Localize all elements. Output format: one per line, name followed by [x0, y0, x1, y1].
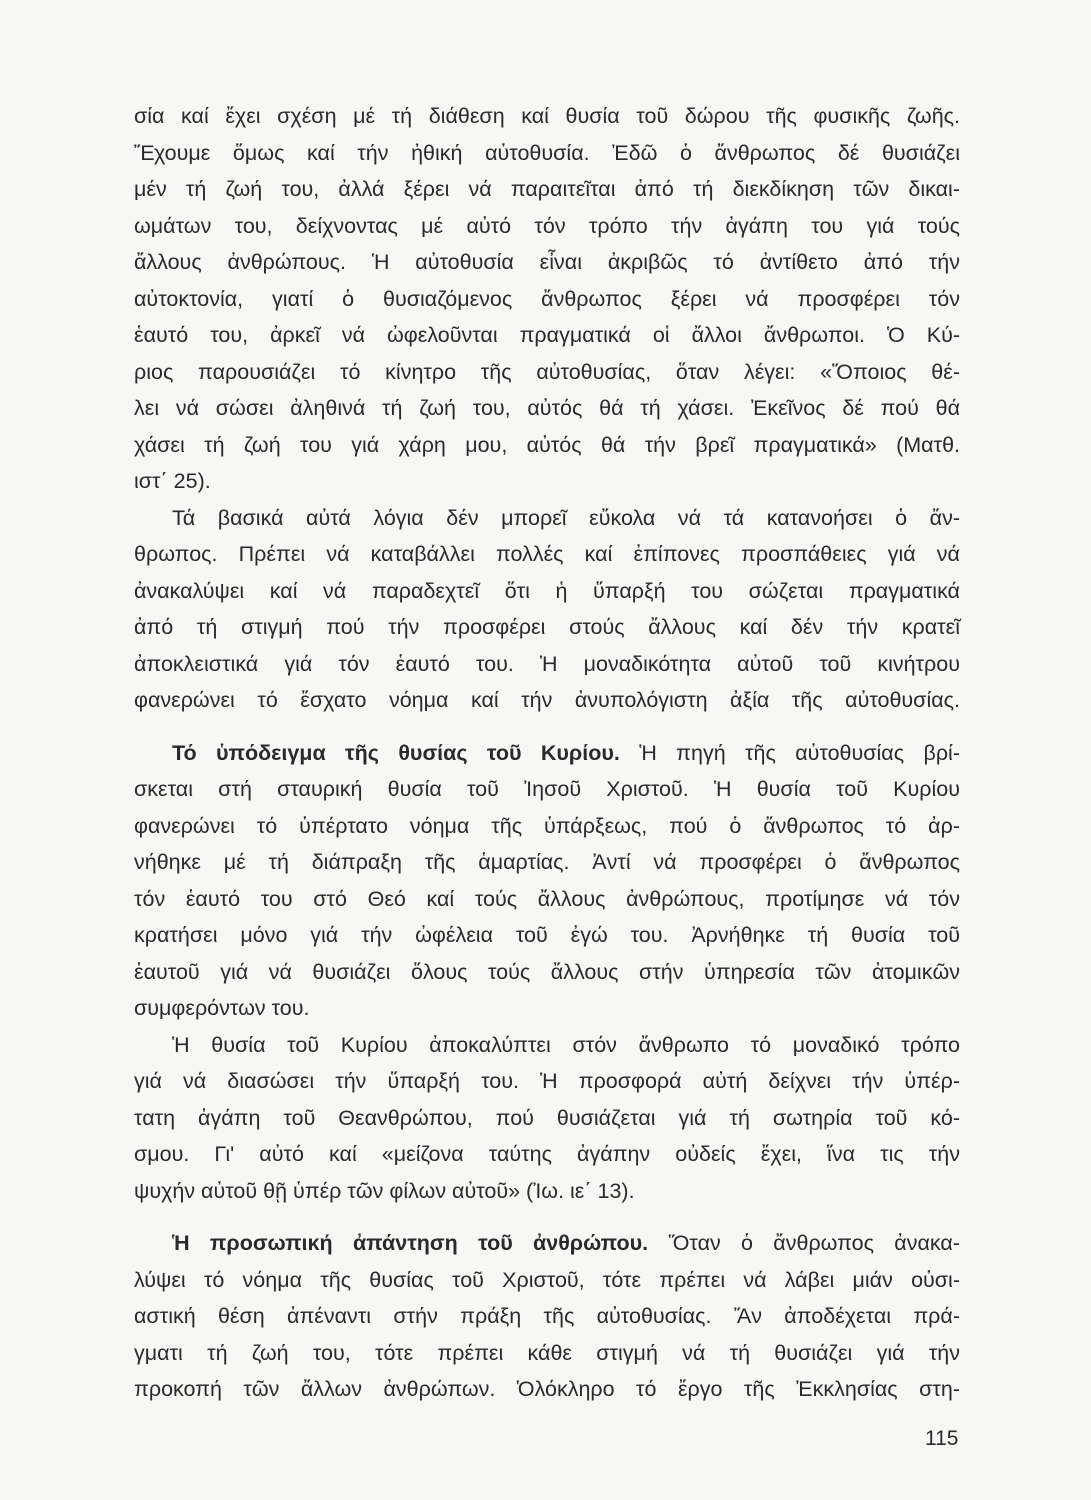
- text-line: θρωπος. Πρέπει νά καταβάλλει πολλές καί ἐπίπονες προσπάθειες γιά νά: [134, 542, 960, 566]
- text-line: τόν ἑαυτό του στό Θεό καί τούς ἄλλους ἀνθρώπους, προτίμησε νά τόν: [134, 887, 960, 911]
- text-line: γιά νά διασώσει τήν ὕπαρξή του. Ἡ προσφορά αὐτή δείχνει τήν ὑπέρ-: [134, 1069, 960, 1093]
- text-line: ιστ΄ 25).: [134, 469, 211, 493]
- text-line: ἑαυτοῦ γιά νά θυσιάζει ὅλους τούς ἄλλους στήν ὑπηρεσία τῶν ἀτομικῶν: [134, 960, 960, 984]
- text-line: Ἔχουμε ὅμως καί τήν ἠθική αὐτοθυσία. Ἐδῶ ὁ ἄνθρωπος δέ θυσιάζει: [134, 141, 960, 165]
- text-line: αὐτοκτονία, γιατί ὁ θυσιαζόμενος ἄνθρωπος ξέρει νά προσφέρει τόν: [134, 287, 960, 311]
- text-line: σία καί ἔχει σχέση μέ τή διάθεση καί θυσία τοῦ δώρου τῆς φυσικῆς ζωῆς.: [134, 104, 960, 128]
- text-line: σμου. Γι' αὐτό καί «μείζονα ταύτης ἀγάπην οὐδείς ἔχει, ἵνα τις τήν: [134, 1142, 960, 1166]
- text-line: γματι τή ζωή του, τότε πρέπει κάθε στιγμή νά τή θυσιάζει γιά τήν: [134, 1341, 960, 1365]
- section-heading-line: [172, 1227, 960, 1259]
- text-line: συμφερόντων του.: [134, 996, 310, 1020]
- text-line: φανερώνει τό ἔσχατο νόημα καί τήν ἀνυπολόγιστη ἀξία τῆς αὐτοθυσίας.: [134, 688, 960, 712]
- text-line: αστική θέση ἀπέναντι στήν πράξη τῆς αὐτοθυσίας. Ἄν ἀποδέχεται πρά-: [134, 1304, 960, 1328]
- text-line: ἑαυτό του, ἀρκεῖ νά ὠφελοῦνται πραγματικά οἱ ἄλλοι ἄνθρωποι. Ὁ Κύ-: [134, 323, 960, 347]
- text-line: ἀποκλειστικά γιά τόν ἑαυτό του. Ἡ μοναδικότητα αὐτοῦ τοῦ κινήτρου: [134, 652, 960, 676]
- text-line: σκεται στή σταυρική θυσία τοῦ Ἰησοῦ Χριστοῦ. Ἡ θυσία τοῦ Κυρίου: [134, 777, 960, 801]
- text-line: Ἡ θυσία τοῦ Κυρίου ἀποκαλύπτει στόν ἄνθρωπο τό μοναδικό τρόπο: [172, 1033, 960, 1057]
- text-line: λύψει τό νόημα τῆς θυσίας τοῦ Χριστοῦ, τότε πρέπει νά λάβει μιάν οὐσι-: [134, 1268, 960, 1292]
- text-line: φανερώνει τό ὑπέρτατο νόημα τῆς ὑπάρξεως, πού ὁ ἄνθρωπος τό ἀρ-: [134, 814, 960, 838]
- book-page: [134, 100, 960, 1400]
- page-number: 115: [925, 1427, 959, 1450]
- text-line: ἀνακαλύψει καί νά παραδεχτεῖ ὅτι ἡ ὕπαρξή του σώζεται πραγματικά: [134, 579, 960, 603]
- text-line: Τά βασικά αὐτά λόγια δέν μπορεῖ εὔκολα νά τά κατανοήσει ὁ ἄν-: [172, 506, 960, 530]
- text-line: ωμάτων του, δείχνοντας μέ αὐτό τόν τρόπο τήν ἀγάπη του γιά τούς: [134, 214, 960, 238]
- text-line: χάσει τή ζωή του γιά χάρη μου, αὐτός θά τήν βρεῖ πραγματικά» (Ματθ.: [134, 433, 960, 457]
- text-run: Ὅταν ὁ ἄνθρωπος ἀνακα-: [648, 1231, 960, 1255]
- text-line: κρατήσει μόνο γιά τήν ὠφέλεια τοῦ ἐγώ του. Ἀρνήθηκε τή θυσία τοῦ: [134, 923, 960, 947]
- section-heading: Τό ὑπόδειγμα τῆς θυσίας τοῦ Κυρίου.: [172, 741, 620, 765]
- text-line: προκοπή τῶν ἄλλων ἀνθρώπων. Ὁλόκληρο τό ἔργο τῆς Ἐκκλησίας στη-: [134, 1377, 960, 1401]
- section-heading: Ἡ προσωπική ἀπάντηση τοῦ ἀνθρώπου.: [172, 1231, 649, 1255]
- text-line: ψυχήν αὐτοῦ θῇ ὑπέρ τῶν φίλων αὐτοῦ» (Ἰω. ιε΄ 13).: [134, 1179, 635, 1203]
- text-line: ριος παρουσιάζει τό κίνητρο τῆς αὐτοθυσίας, ὅταν λέγει: «Ὅποιος θέ-: [134, 360, 960, 384]
- text-line: νήθηκε μέ τή διάπραξη τῆς ἁμαρτίας. Ἀντί νά προσφέρει ὁ ἄνθρωπος: [134, 850, 960, 874]
- section-heading-line: [172, 737, 960, 769]
- text-run: Ἡ πηγή τῆς αὐτοθυσίας βρί-: [619, 741, 960, 765]
- text-line: λει νά σώσει ἀληθινά τή ζωή του, αὐτός θά τή χάσει. Ἐκεῖνος δέ πού θά: [134, 396, 960, 420]
- text-line: ἀπό τή στιγμή πού τήν προσφέρει στούς ἄλλους καί δέν τήν κρατεῖ: [134, 615, 960, 639]
- text-line: ἄλλους ἀνθρώπους. Ἡ αὐτοθυσία εἶναι ἀκριβῶς τό ἀντίθετο ἀπό τήν: [134, 250, 960, 274]
- text-line: τατη ἀγάπη τοῦ Θεανθρώπου, πού θυσιάζεται γιά τή σωτηρία τοῦ κό-: [134, 1106, 960, 1130]
- text-line: μέν τή ζωή του, ἀλλά ξέρει νά παραιτεῖται ἀπό τή διεκδίκηση τῶν δικαι-: [134, 177, 960, 201]
